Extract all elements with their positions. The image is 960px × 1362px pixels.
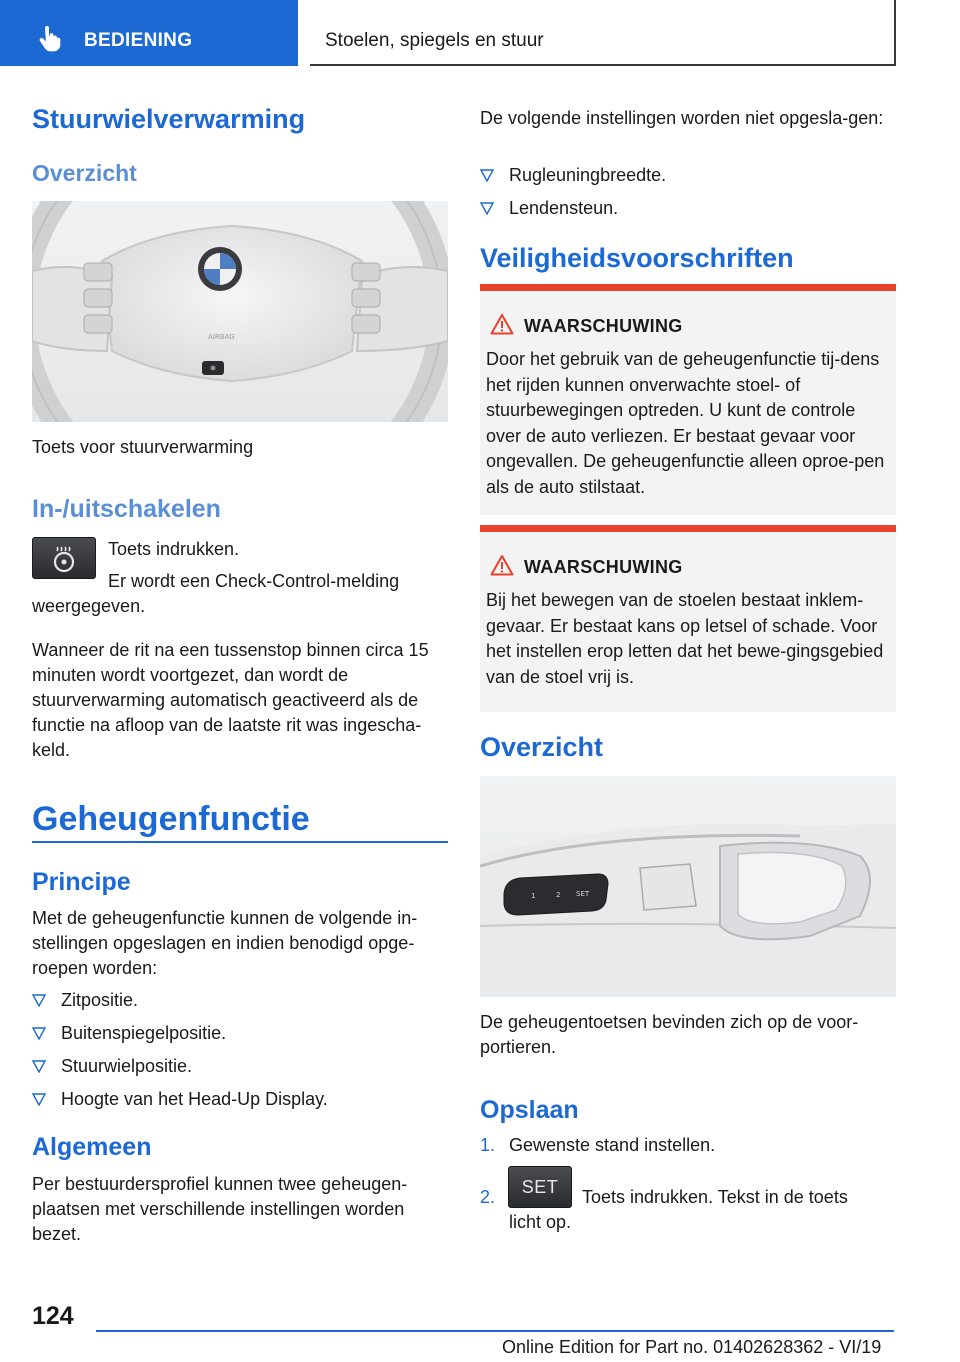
list-item: Hoogte van het Head-Up Display. — [32, 1087, 448, 1120]
warning-box-2 — [480, 525, 896, 712]
not-saved-list — [480, 163, 896, 229]
section-tab — [0, 0, 298, 66]
triangle-bullet-icon — [32, 1027, 46, 1040]
save-step2-number: 2. — [480, 1187, 496, 1207]
heading-general: Algemeen — [32, 1133, 152, 1161]
footer-rule — [96, 1330, 894, 1332]
heading-overview-left: Overzicht — [32, 160, 137, 186]
section-label: BEDIENING — [84, 30, 193, 51]
not-saved-paragraph: De volgende instellingen worden niet opgesla-gen: — [480, 108, 884, 128]
door-button-1-label: 1 — [531, 892, 536, 900]
warning-title: WAARSCHUWING — [524, 557, 683, 577]
steering-heat-icon — [47, 543, 81, 573]
steering-wheel-image — [32, 201, 448, 422]
triangle-bullet-icon — [32, 1060, 46, 1073]
steering-wheel-illustration — [32, 201, 448, 422]
heading-safety: Veiligheidsvoorschriften — [480, 243, 794, 273]
onoff-step2-line1: Er wordt een Check-Control-melding — [108, 571, 400, 591]
warning-box-1 — [480, 284, 896, 515]
heading-steering-heating: Stuurwielverwarming — [32, 104, 306, 134]
airbag-text: AIRBAG — [208, 333, 235, 341]
set-button-label: SET — [521, 1176, 559, 1197]
list-item: Buitenspiegelpositie. — [32, 1021, 448, 1054]
principle-paragraph: Met de geheugenfunctie kunnen de volgende in-stellingen opgeslagen en indien benodigd opge-roepen worden: — [32, 908, 418, 978]
heading-memory-function: Geheugenfunctie — [32, 800, 310, 838]
memory-heading-underline — [32, 841, 448, 843]
door-set-label: SET — [576, 890, 590, 898]
warning-text: Bij het bewegen van de stoelen bestaat inklem-gevaar. Er bestaat kans op letsel of schade. Voor het instellen erop letten dat het bewe-gingsgebied van de stoel vrij is. — [486, 590, 884, 687]
list-item: Stuurwielpositie. — [32, 1054, 448, 1087]
list-item: Lendensteun. — [480, 196, 896, 229]
door-caption: De geheugentoetsen bevinden zich op de voor-portieren. — [480, 1012, 859, 1057]
triangle-bullet-icon — [32, 1093, 46, 1106]
heading-principle: Principe — [32, 868, 131, 896]
chapter-header — [310, 0, 896, 66]
triangle-bullet-icon — [32, 994, 46, 1007]
list-item: Zitpositie. — [32, 988, 448, 1021]
save-step2-line1: Toets indrukken. Tekst in de toets — [582, 1187, 848, 1207]
door-panel-illustration — [480, 776, 896, 997]
list-item: Rugleuningbreedte. — [480, 163, 896, 196]
save-step1-number: 1. — [480, 1135, 496, 1155]
warning-text: Door het gebruik van de geheugenfunctie tij-dens het rijden kunnen onverwachte stoel- of stuurbewegingen optreden. U kunt de controle over de auto verliezen. Er bestaat gevaar voor ongevallen. De geheugenfunctie alleen oproe-pen als de auto stilstaat. — [486, 349, 885, 497]
onoff-paragraph: Wanneer de rit na een tussenstop binnen circa 15 minuten wordt voortgezet, dan wordt de stuurverwarming automatisch geactiveerd als de functie na afloop van de laatste rit was ingescha-keld. — [32, 640, 429, 760]
door-button-2-label: 2 — [556, 891, 561, 899]
save-step1-text: Gewenste stand instellen. — [509, 1135, 716, 1155]
triangle-bullet-icon — [480, 169, 494, 182]
onoff-step2-line2: weergegeven. — [32, 596, 146, 616]
footer-edition: Online Edition for Part no. 01402628362 - VI/19 — [502, 1337, 882, 1357]
triangle-bullet-icon — [480, 202, 494, 215]
principle-list — [32, 988, 448, 1120]
steering-heat-button[interactable] — [32, 537, 96, 579]
warning-triangle-icon — [490, 554, 514, 576]
onoff-step1: Toets indrukken. — [108, 539, 240, 559]
door-memory-buttons-image — [480, 776, 896, 997]
steering-caption: Toets voor stuurverwarming — [32, 437, 254, 457]
hand-pointer-icon — [36, 24, 64, 52]
heading-overview-right: Overzicht — [480, 732, 604, 762]
warning-triangle-icon — [490, 313, 514, 335]
page-number: 124 — [32, 1302, 74, 1330]
set-button[interactable] — [508, 1166, 572, 1208]
heading-on-off: In-/uitschakelen — [32, 495, 221, 523]
general-paragraph: Per bestuurdersprofiel kunnen twee geheugen-plaatsen met verschillende instellingen worden bezet. — [32, 1174, 408, 1244]
chapter-label: Stoelen, spiegels en stuur — [325, 30, 544, 51]
warning-title: WAARSCHUWING — [524, 316, 683, 336]
heading-save: Opslaan — [480, 1096, 579, 1124]
save-step2-line2: licht op. — [509, 1212, 572, 1232]
